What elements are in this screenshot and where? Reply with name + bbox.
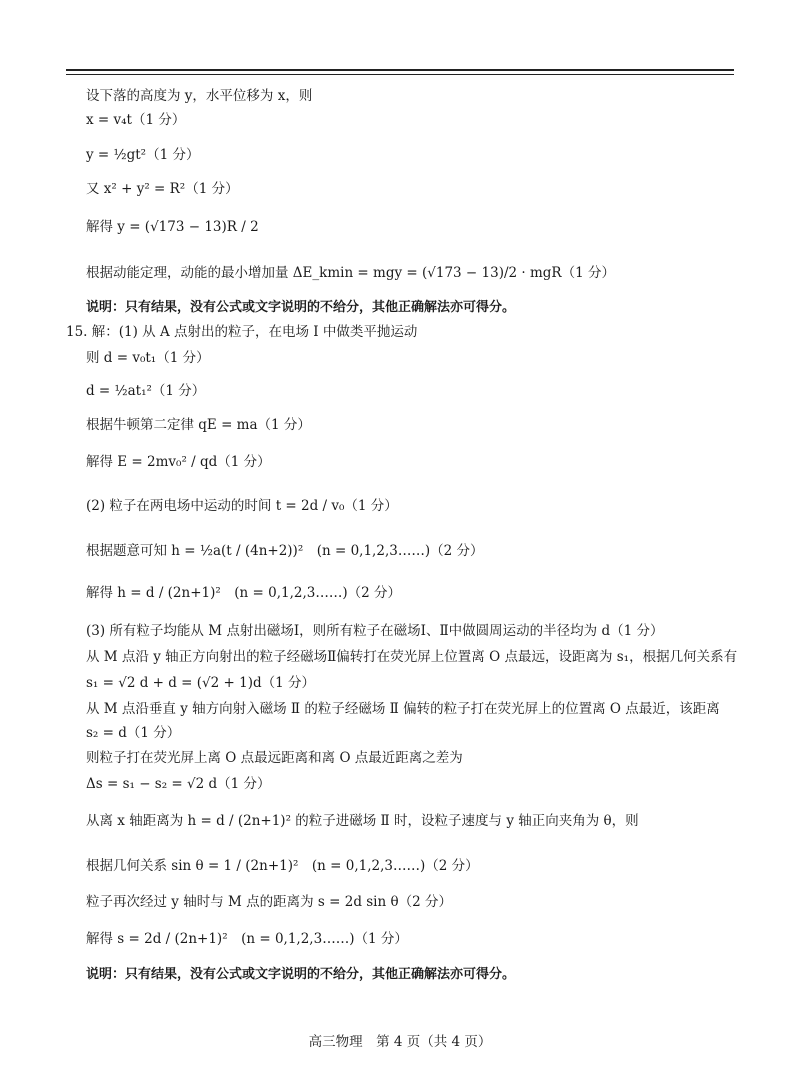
text-line: 设下落的高度为 y，水平位移为 x，则 — [86, 88, 313, 104]
equation-line: x = v₄t（1 分） — [86, 112, 186, 128]
equation-line: 解得 y = (√173 − 13)R / 2 — [86, 219, 259, 235]
note-line: 说明：只有结果，没有公式或文字说明的不给分，其他正确解法亦可得分。 — [86, 300, 516, 315]
equation-line: y = ½gt²（1 分） — [86, 147, 200, 163]
problem-heading: 15. 解：(1) 从 A 点射出的粒子，在电场 Ⅰ 中做类平抛运动 — [66, 324, 418, 340]
equation-line: Δs = s₁ − s₂ = √2 d（1 分） — [86, 776, 271, 792]
page-footer: 高三物理 第 4 页（共 4 页） — [308, 1034, 492, 1050]
header-rule-thin — [66, 74, 734, 75]
equation-line: 根据几何关系 sin θ = 1 / (2n+1)² (n = 0,1,2,3……)（2 分） — [86, 858, 479, 874]
text-line: 从 M 点沿垂直 y 轴方向射入磁场 Ⅱ 的粒子经磁场 Ⅱ 偏转的粒子打在荧光屏上的位置离 O 点最近，该距离 — [86, 701, 720, 717]
text-line: 从离 x 轴距离为 h = d / (2n+1)² 的粒子进磁场 Ⅱ 时，设粒子速度与 y 轴正向夹角为 θ，则 — [86, 813, 639, 829]
equation-line: s₂ = d（1 分） — [86, 725, 181, 741]
equation-line: 解得 h = d / (2n+1)² (n = 0,1,2,3……)（2 分） — [86, 585, 402, 601]
equation-line: 解得 E = 2mv₀² / qd（1 分） — [86, 454, 271, 470]
text-line: 根据动能定理，动能的最小增加量 ΔE_kmin = mgy = (√173 − 13)/2 · mgR（1 分） — [86, 265, 615, 281]
equation-line: 则 d = v₀t₁（1 分） — [86, 350, 210, 366]
text-line: (3) 所有粒子均能从 M 点射出磁场Ⅰ，则所有粒子在磁场Ⅰ、Ⅱ中做圆周运动的半径均为 d（1 分） — [86, 623, 664, 639]
equation-line: d = ½at₁²（1 分） — [86, 383, 206, 399]
equation-line: (2) 粒子在两电场中运动的时间 t = 2d / v₀（1 分） — [86, 498, 398, 514]
note-line: 说明：只有结果，没有公式或文字说明的不给分，其他正确解法亦可得分。 — [86, 967, 516, 982]
equation-line: 解得 s = 2d / (2n+1)² (n = 0,1,2,3……)（1 分） — [86, 931, 408, 947]
text-line: 则粒子打在荧光屏上离 O 点最远距离和离 O 点最近距离之差为 — [86, 750, 463, 766]
equation-line: 粒子再次经过 y 轴时与 M 点的距离为 s = 2d sin θ（2 分） — [86, 894, 452, 910]
equation-line: 根据牛顿第二定律 qE = ma（1 分） — [86, 417, 311, 433]
equation-line: 根据题意可知 h = ½a(t / (4n+2))² (n = 0,1,2,3……)（2 分） — [86, 543, 484, 559]
equation-line: s₁ = √2 d + d = (√2 + 1)d（1 分） — [86, 675, 316, 691]
header-rule-thick — [66, 69, 734, 71]
equation-line: 又 x² + y² = R²（1 分） — [86, 181, 239, 197]
text-line: 从 M 点沿 y 轴正方向射出的粒子经磁场Ⅱ偏转打在荧光屏上位置离 O 点最远，设距离为 s₁，根据几何关系有 — [86, 649, 738, 665]
